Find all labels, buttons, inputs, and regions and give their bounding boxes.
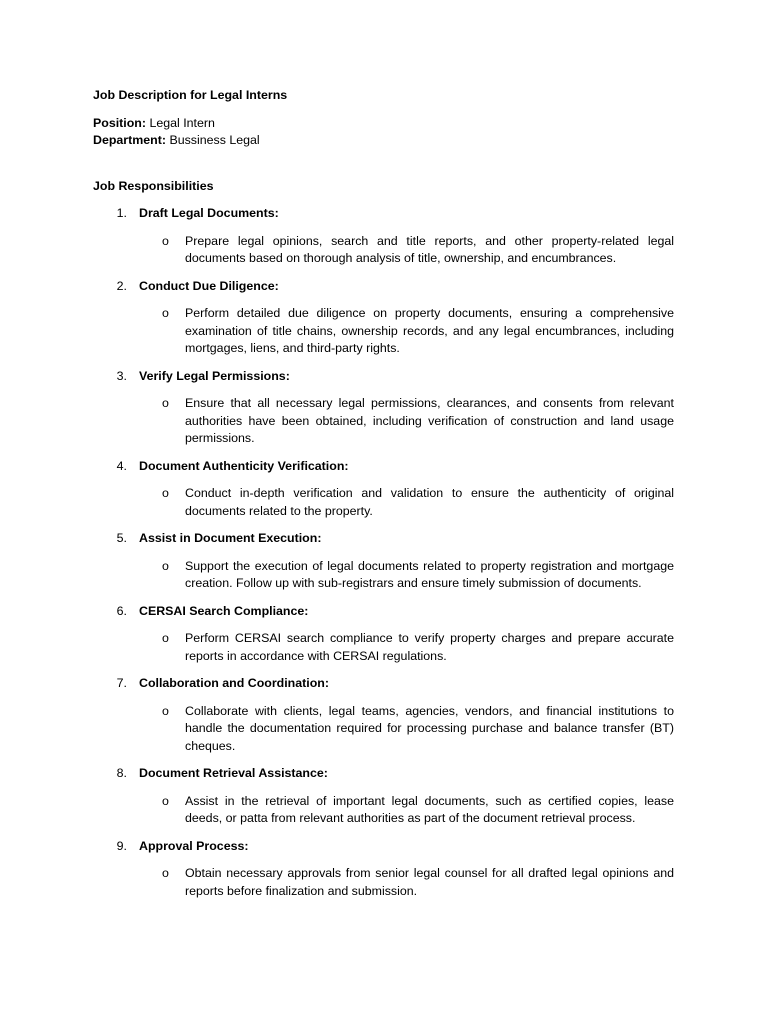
responsibility-detail-list: [93, 630, 674, 665]
responsibility-detail: [93, 233, 674, 268]
responsibility-detail: [93, 395, 674, 448]
responsibility-title: Collaboration and Coordination:: [139, 676, 329, 690]
responsibility-detail-list: [93, 703, 674, 756]
responsibility-number: 1.: [116, 206, 127, 220]
position-value: Legal Intern: [149, 115, 215, 130]
responsibility-heading: [93, 765, 674, 783]
responsibility-detail-text: Perform detailed due diligence on property documents, ensuring a comprehensive examination of title chains, ownership records, and any legal encumbrances, including mortgages, liens, and third-party rights.: [185, 306, 674, 355]
responsibility-detail: [93, 630, 674, 665]
responsibility-detail: [93, 703, 674, 756]
circle-bullet-icon: o: [162, 631, 169, 645]
responsibility-heading: [93, 278, 674, 296]
responsibility-title: CERSAI Search Compliance:: [139, 603, 309, 618]
section-heading-responsibilities: Job Responsibilities: [93, 178, 214, 193]
responsibility-detail: [93, 793, 674, 828]
responsibility-heading: [93, 838, 674, 856]
position-label: Position:: [93, 115, 146, 130]
responsibility-title: Assist in Document Execution:: [139, 531, 322, 545]
responsibility-item: [93, 368, 674, 448]
responsibility-detail-list: [93, 305, 674, 358]
responsibility-detail-text: Perform CERSAI search compliance to verify property charges and prepare accurate reports in accordance with CERSAI regulations.: [185, 631, 674, 663]
responsibility-detail-text: Ensure that all necessary legal permissions, clearances, and consents from relevant authorities have been obtained, including verification of construction and land usage permissions.: [185, 396, 674, 445]
responsibility-item: [93, 838, 674, 901]
document-body: [93, 87, 674, 900]
responsibility-detail-list: [93, 865, 674, 900]
responsibilities-list: [93, 205, 674, 900]
circle-bullet-icon: o: [162, 306, 169, 320]
responsibility-heading: [93, 675, 674, 693]
responsibility-title: Verify Legal Permissions:: [139, 368, 290, 383]
responsibility-heading: [93, 603, 674, 621]
circle-bullet-icon: o: [162, 233, 169, 248]
responsibility-number: 4.: [116, 458, 127, 473]
responsibility-title: Draft Legal Documents:: [139, 206, 279, 220]
responsibility-detail: [93, 485, 674, 520]
responsibility-number: 6.: [116, 603, 127, 618]
responsibility-detail: [93, 558, 674, 593]
responsibility-item: [93, 765, 674, 828]
responsibility-title: Conduct Due Diligence:: [139, 278, 279, 293]
responsibility-item: [93, 603, 674, 666]
responsibility-item: [93, 530, 674, 593]
responsibility-detail-list: [93, 793, 674, 828]
responsibility-item: [93, 675, 674, 755]
circle-bullet-icon: o: [162, 558, 169, 573]
responsibility-detail-text: Collaborate with clients, legal teams, agencies, vendors, and financial institutions to handle the documentation required for processing purchase and balance transfer (BT) cheques.: [185, 703, 674, 753]
responsibility-number: 9.: [116, 838, 127, 853]
circle-bullet-icon: o: [162, 866, 169, 880]
circle-bullet-icon: o: [162, 703, 169, 718]
responsibility-item: [93, 458, 674, 521]
responsibility-detail-text: Obtain necessary approvals from senior legal counsel for all drafted legal opinions and reports before finalization and submission.: [185, 866, 674, 898]
responsibility-detail-text: Conduct in-depth verification and validation to ensure the authenticity of original documents related to the property.: [185, 486, 674, 518]
responsibility-heading: [93, 368, 674, 386]
department-label: Department:: [93, 133, 166, 147]
responsibility-detail-list: [93, 233, 674, 268]
circle-bullet-icon: o: [162, 486, 169, 500]
responsibility-heading: [93, 458, 674, 476]
document-title: Job Description for Legal Interns: [93, 88, 288, 102]
responsibility-title: Document Authenticity Verification:: [139, 458, 349, 473]
responsibility-detail-text: Prepare legal opinions, search and title reports, and other property-related legal documents based on thorough analysis of title, ownership, and encumbrances.: [185, 233, 674, 265]
responsibility-detail: [93, 305, 674, 358]
responsibility-number: 2.: [116, 278, 127, 293]
responsibility-detail-list: [93, 395, 674, 448]
responsibility-detail-list: [93, 485, 674, 520]
responsibility-item: [93, 205, 674, 268]
responsibility-title: Document Retrieval Assistance:: [139, 766, 328, 780]
responsibility-detail: [93, 865, 674, 900]
responsibility-number: 7.: [116, 676, 127, 690]
responsibility-number: 3.: [116, 368, 127, 383]
responsibility-number: 8.: [116, 766, 127, 780]
department-value: Bussiness Legal: [169, 133, 260, 147]
circle-bullet-icon: o: [162, 396, 169, 410]
responsibility-item: [93, 278, 674, 358]
responsibility-detail-text: Assist in the retrieval of important legal documents, such as certified copies, lease deeds, or patta from relevant authorities as part of the document retrieval process.: [185, 793, 674, 825]
responsibility-detail-list: [93, 558, 674, 593]
responsibility-heading: [93, 530, 674, 548]
responsibility-heading: [93, 205, 674, 223]
circle-bullet-icon: o: [162, 793, 169, 808]
department-line: [93, 132, 674, 150]
position-line: [93, 115, 674, 133]
responsibility-title: Approval Process:: [139, 838, 249, 853]
responsibility-number: 5.: [116, 531, 127, 545]
responsibility-detail-text: Support the execution of legal documents related to property registration and mortgage creation. Follow up with sub-registrars and ensure timely submission of documents.: [185, 558, 674, 590]
